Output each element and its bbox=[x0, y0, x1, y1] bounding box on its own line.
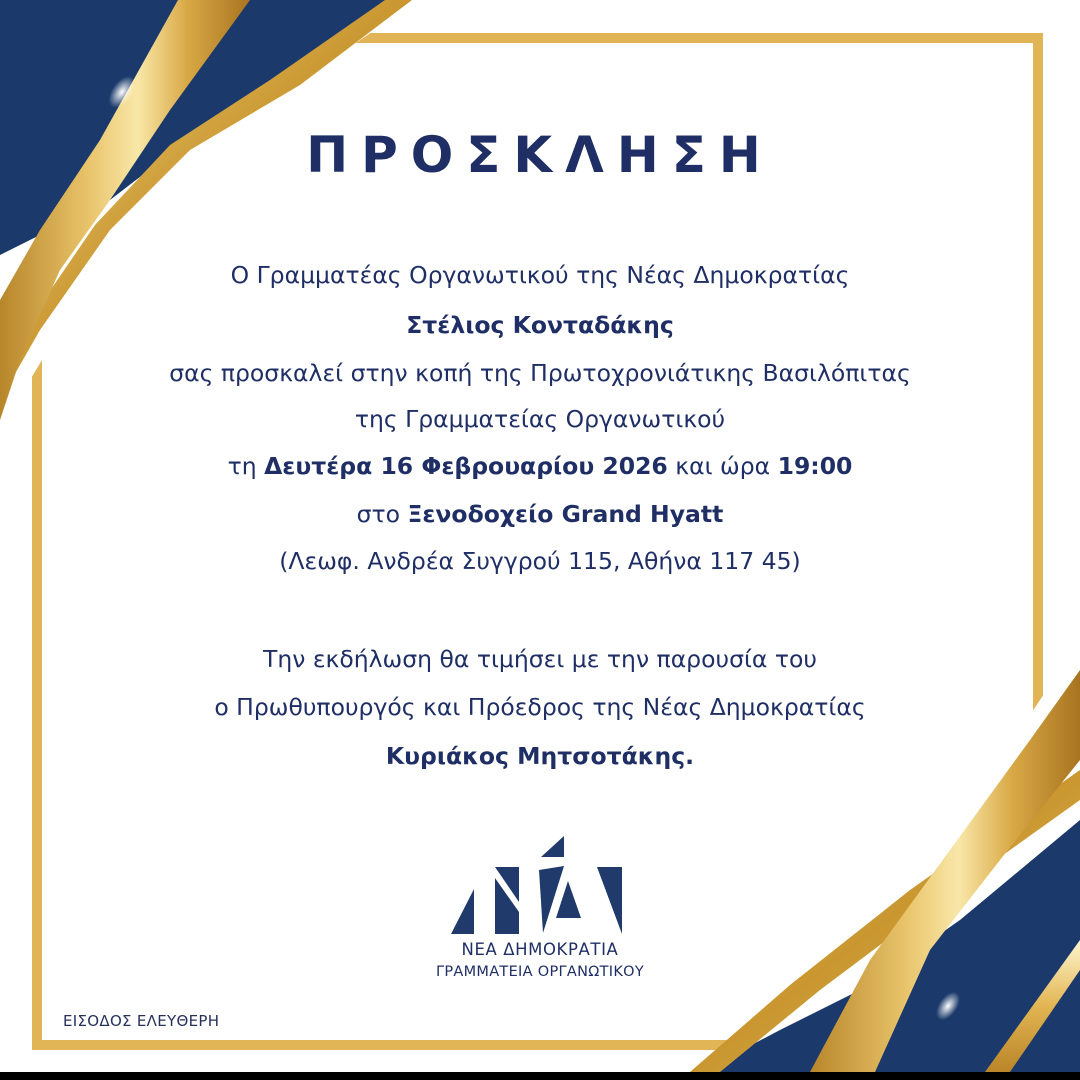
date-prefix: τη bbox=[227, 452, 265, 480]
address-line: (Λεωφ. Ανδρέα Συγγρού 115, Αθήνα 117 45) bbox=[279, 547, 801, 575]
honor-title-line: ο Πρωθυπουργός και Πρόεδρος της Νέας Δημοκρατίας bbox=[214, 693, 866, 721]
invitation-purpose-line: σας προσκαλεί στην κοπή της Πρωτοχρονιάτικης Βασιλόπιτας bbox=[169, 359, 911, 387]
event-time: 19:00 bbox=[777, 452, 853, 480]
host-name: Στέλιος Κονταδάκης bbox=[406, 311, 674, 339]
honor-line: Την εκδήλωση θα τιμήσει με την παρουσία του bbox=[262, 645, 818, 673]
venue-prefix: στο bbox=[356, 500, 408, 528]
event-date: Δευτέρα 16 Φεβρουαρίου 2026 bbox=[264, 452, 668, 480]
honor-name-line bbox=[0, 742, 1080, 770]
organizer-line: της Γραμματείας Οργανωτικού bbox=[354, 405, 726, 433]
venue-name: Ξενοδοχείο Grand Hyatt bbox=[407, 500, 724, 528]
free-entry-note: ΕΙΣΟΔΟΣ ΕΛΕΥΘΕΡΗ bbox=[63, 1012, 220, 1030]
bottom-bar bbox=[0, 1072, 1080, 1080]
logo-department-name: ΓΡΑΜΜΑΤΕΙΑ ΟΡΓΑΝΩΤΙΚΟΥ bbox=[435, 964, 645, 980]
date-time-line bbox=[0, 452, 1080, 480]
host-intro-line: Ο Γραμματέας Οργανωτικού της Νέας Δημοκρατίας bbox=[230, 261, 850, 289]
invitation-title: ΠΡΟΣΚΛΗΣΗ bbox=[306, 126, 774, 184]
time-prefix: και ώρα bbox=[667, 452, 778, 480]
venue-line bbox=[0, 500, 1080, 528]
logo-party-name: ΝΕΑ ΔΗΜΟΚΡΑΤΙΑ bbox=[461, 940, 619, 959]
honor-name: Κυριάκος Μητσοτάκης. bbox=[385, 742, 695, 770]
host-name-line bbox=[0, 311, 1080, 339]
